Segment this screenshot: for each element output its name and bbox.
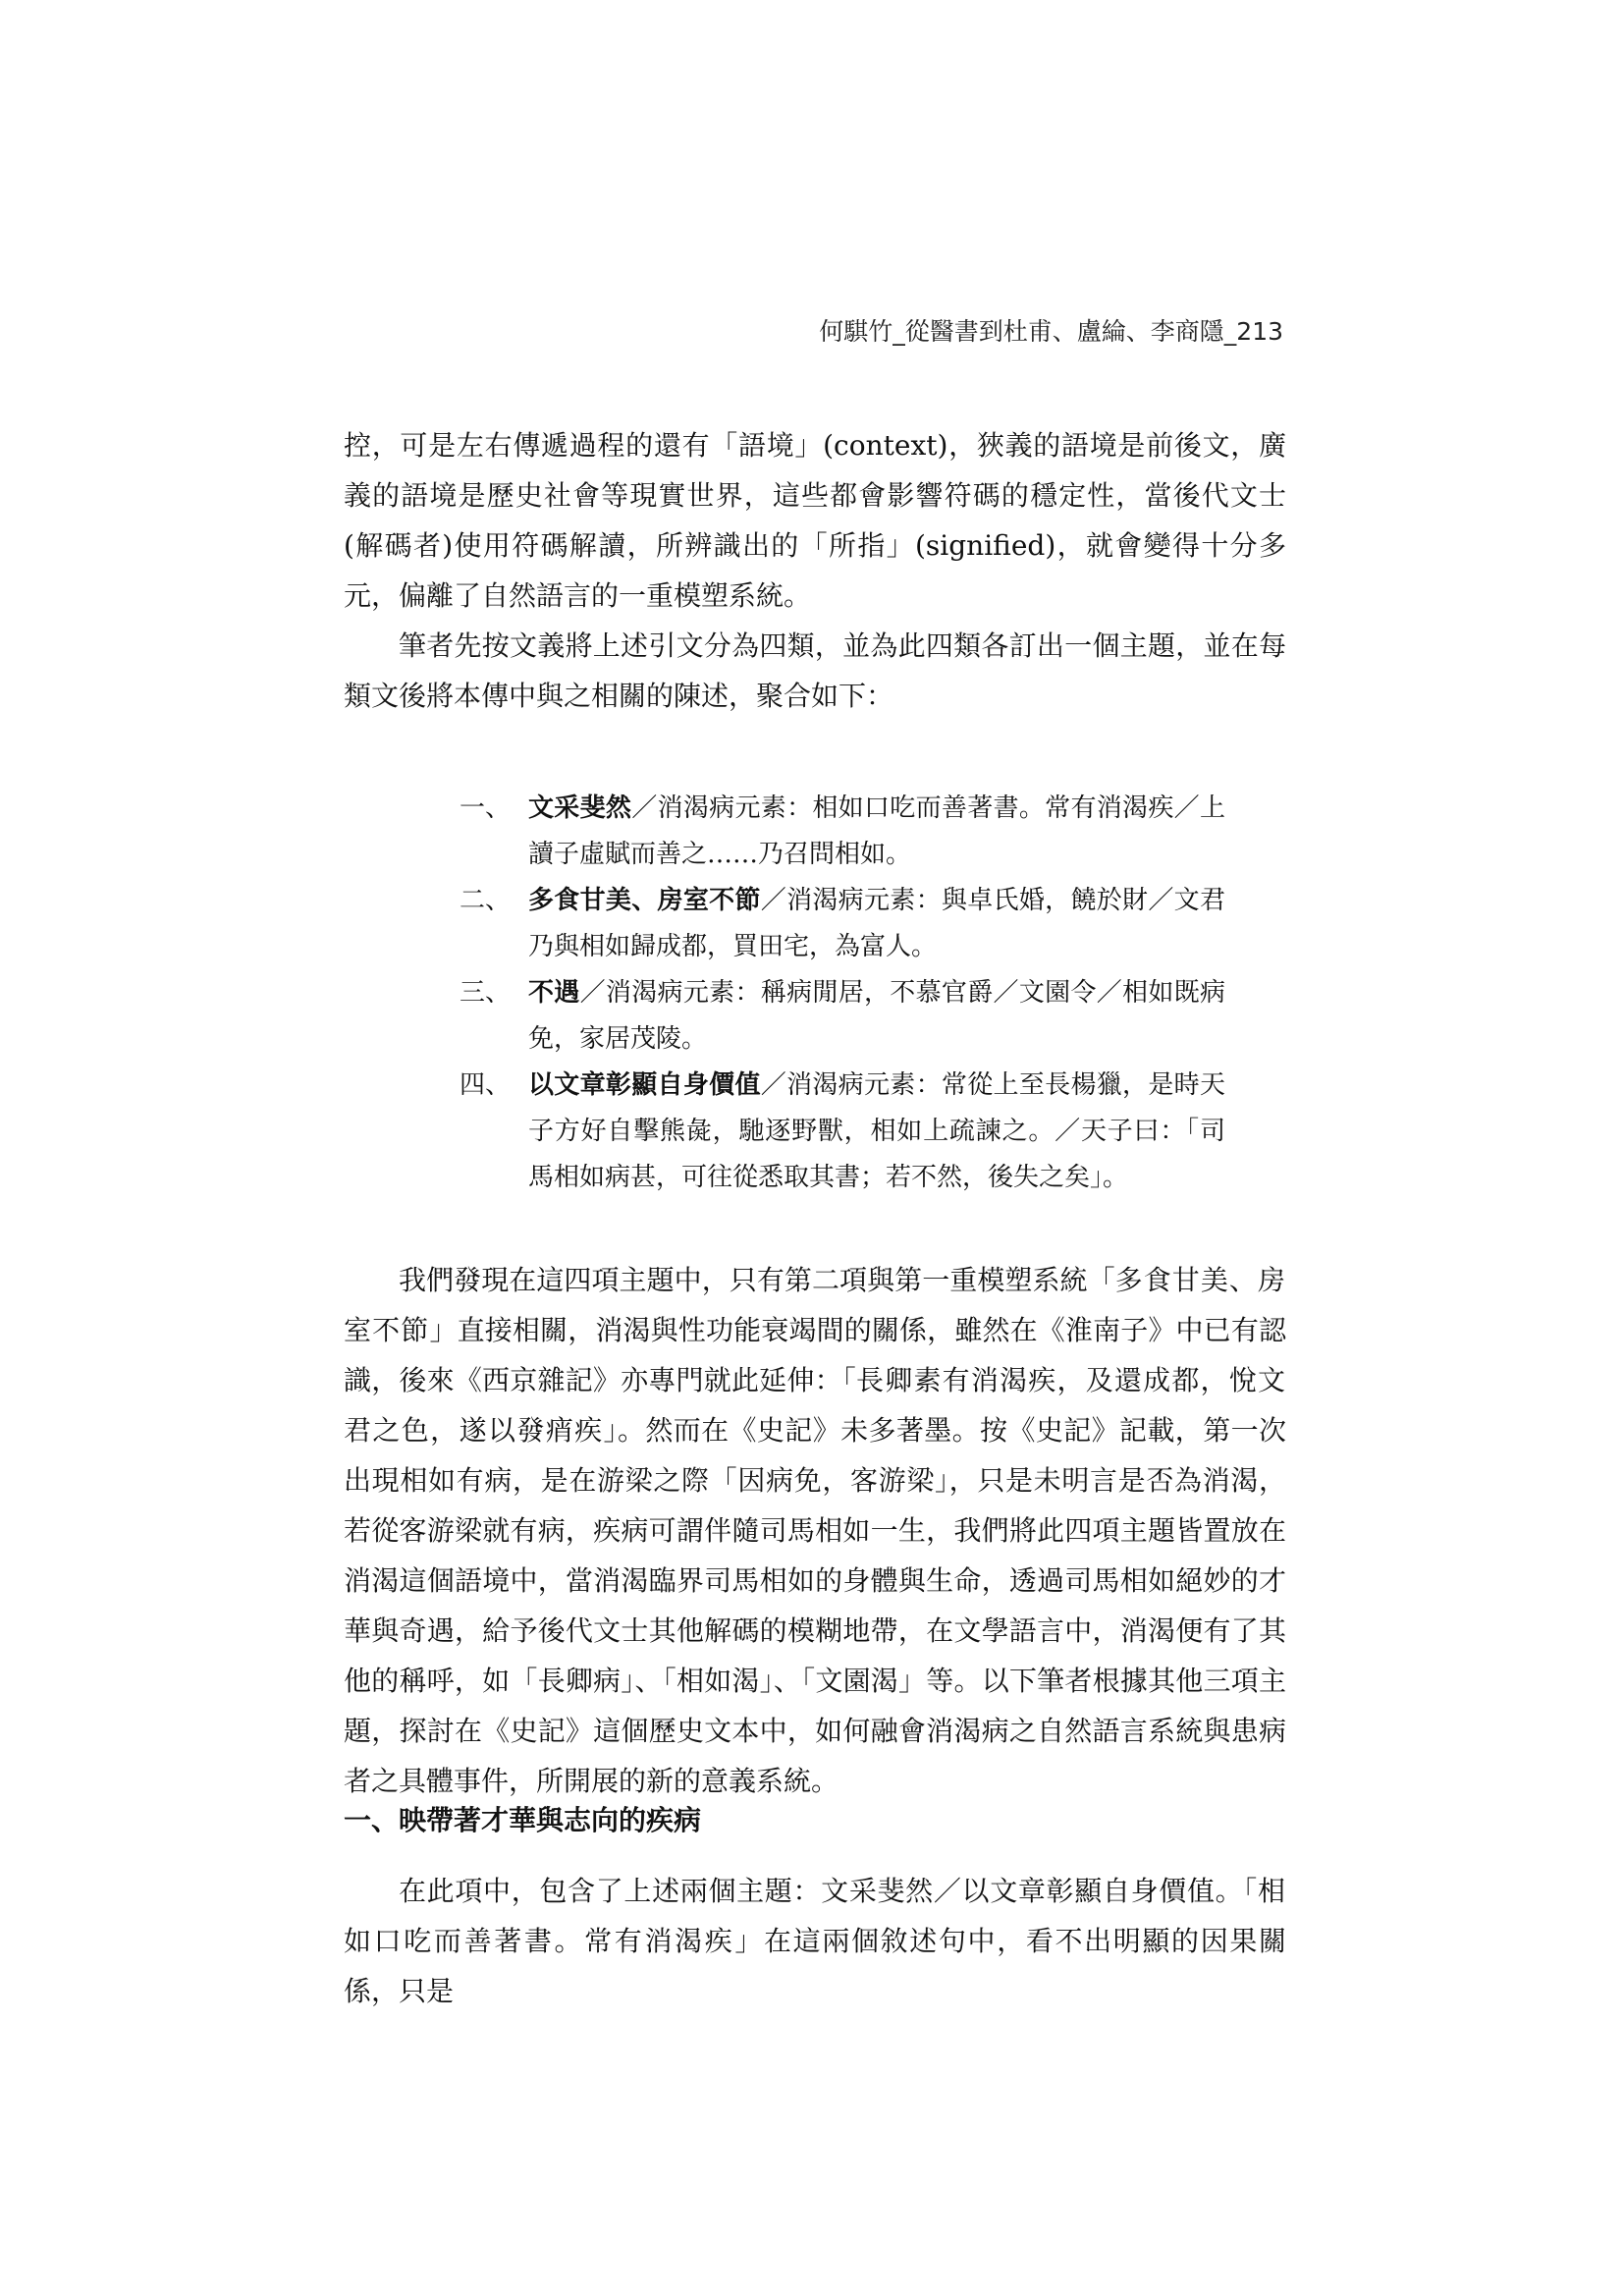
paragraph-3: 我們發現在這四項主題中，只有第二項與第一重模塑系統「多食甘美、房室不節」直接相關，消渴與性功能衰竭間的關係，雖然在《淮南子》中已有認識，後來《西京雜記》亦專門就此延伸：「長卿素有消渴疾，及還成都，悅文君之色，遂以發痟疾」。然而在《史記》未多著墨。按《史記》記載，第一次出現相如有病，是在游梁之際「因病免，客游梁」，只是未明言是否為消渴，若從客游梁就有病，疾病可謂伴隨司馬相如一生，我們將此四項主題皆置放在消渴這個語境中，當消渴臨界司馬相如的身體與生命，透過司馬相如絕妙的才華與奇遇，給予後代文士其他解碼的模糊地帶，在文學語言中，消渴便有了其他的稱呼，如「長卿病」、「相如渴」、「文園渴」等。以下筆者根據其他三項主題，探討在《史記》這個歷史文本中，如何融會消渴病之自然語言系統與患病者之具體事件，所開展的新的意義系統。	[344, 1264, 1286, 1797]
list-theme: 多食甘美、房室不節	[528, 886, 761, 915]
list-item	[460, 1063, 1225, 1201]
list-number: 二、	[460, 886, 512, 915]
list-number: 四、	[460, 1070, 512, 1100]
section-heading: 一、映帶著才華與志向的疾病	[344, 1804, 702, 1836]
list-detail: ／消渴病元素：相如口吃而善著書。常有消渴疾／上讀子虛賦而善之……乃召問相如。	[528, 793, 1225, 869]
running-header: 何騏竹_從醫書到杜甫、盧綸、李商隱_213	[819, 317, 1283, 346]
quote: 相如口吃而善著書。常有消渴疾	[344, 1875, 1286, 1957]
list-detail: ／消渴病元素：常從上至長楊獵，是時天子方好自擊熊彘，馳逐野獸，相如上疏諫之。／天子曰：「司馬相如病甚，可往從悉取其書；若不然，後失之矣」。	[528, 1070, 1225, 1192]
list-item	[460, 970, 1225, 1063]
quote: 多食甘美、房室不節	[344, 1264, 1286, 1346]
list-theme: 以文章彰顯自身價值	[528, 1070, 761, 1100]
list-number: 三、	[460, 978, 512, 1008]
list-theme: 不遇	[528, 978, 580, 1008]
paragraph-1: 控，可是左右傳遞過程的還有「語境」(context)，狹義的語境是前後文，廣義的語境是歷史社會等現實世界，這些都會影響符碼的穩定性，當後代文士(解碼者)使用符碼解讀，所辨識出的「所指」(signified)，就會變得十分多元，偏離了自然語言的一重模塑系統。	[344, 429, 1286, 612]
paragraph-4: 在此項中，包含了上述兩個主題：文采斐然／以文章彰顯自身價值。「相如口吃而善著書。常有消渴疾」在這兩個敘述句中，看不出明顯的因果關係，只是	[344, 1875, 1286, 2007]
list-theme: 文采斐然	[528, 793, 632, 823]
list-detail: ／消渴病元素：與卓氏婚，饒於財／文君乃與相如歸成都，買田宅，為富人。	[528, 886, 1225, 961]
paragraph-2: 筆者先按文義將上述引文分為四類，並為此四類各訂出一個主題，並在每類文後將本傳中與之相關的陳述，聚合如下：	[344, 629, 1286, 712]
quote: 長卿素有消渴疾，及還成都，悅文君之色，遂以發痟疾	[344, 1364, 1286, 1447]
list-detail: ／消渴病元素：稱病閒居，不慕官爵／文園令／相如既病免，家居茂陵。	[528, 978, 1225, 1054]
list-number: 一、	[460, 793, 512, 823]
theme-list	[460, 786, 1225, 1201]
list-item	[460, 878, 1225, 970]
list-item	[460, 786, 1225, 878]
